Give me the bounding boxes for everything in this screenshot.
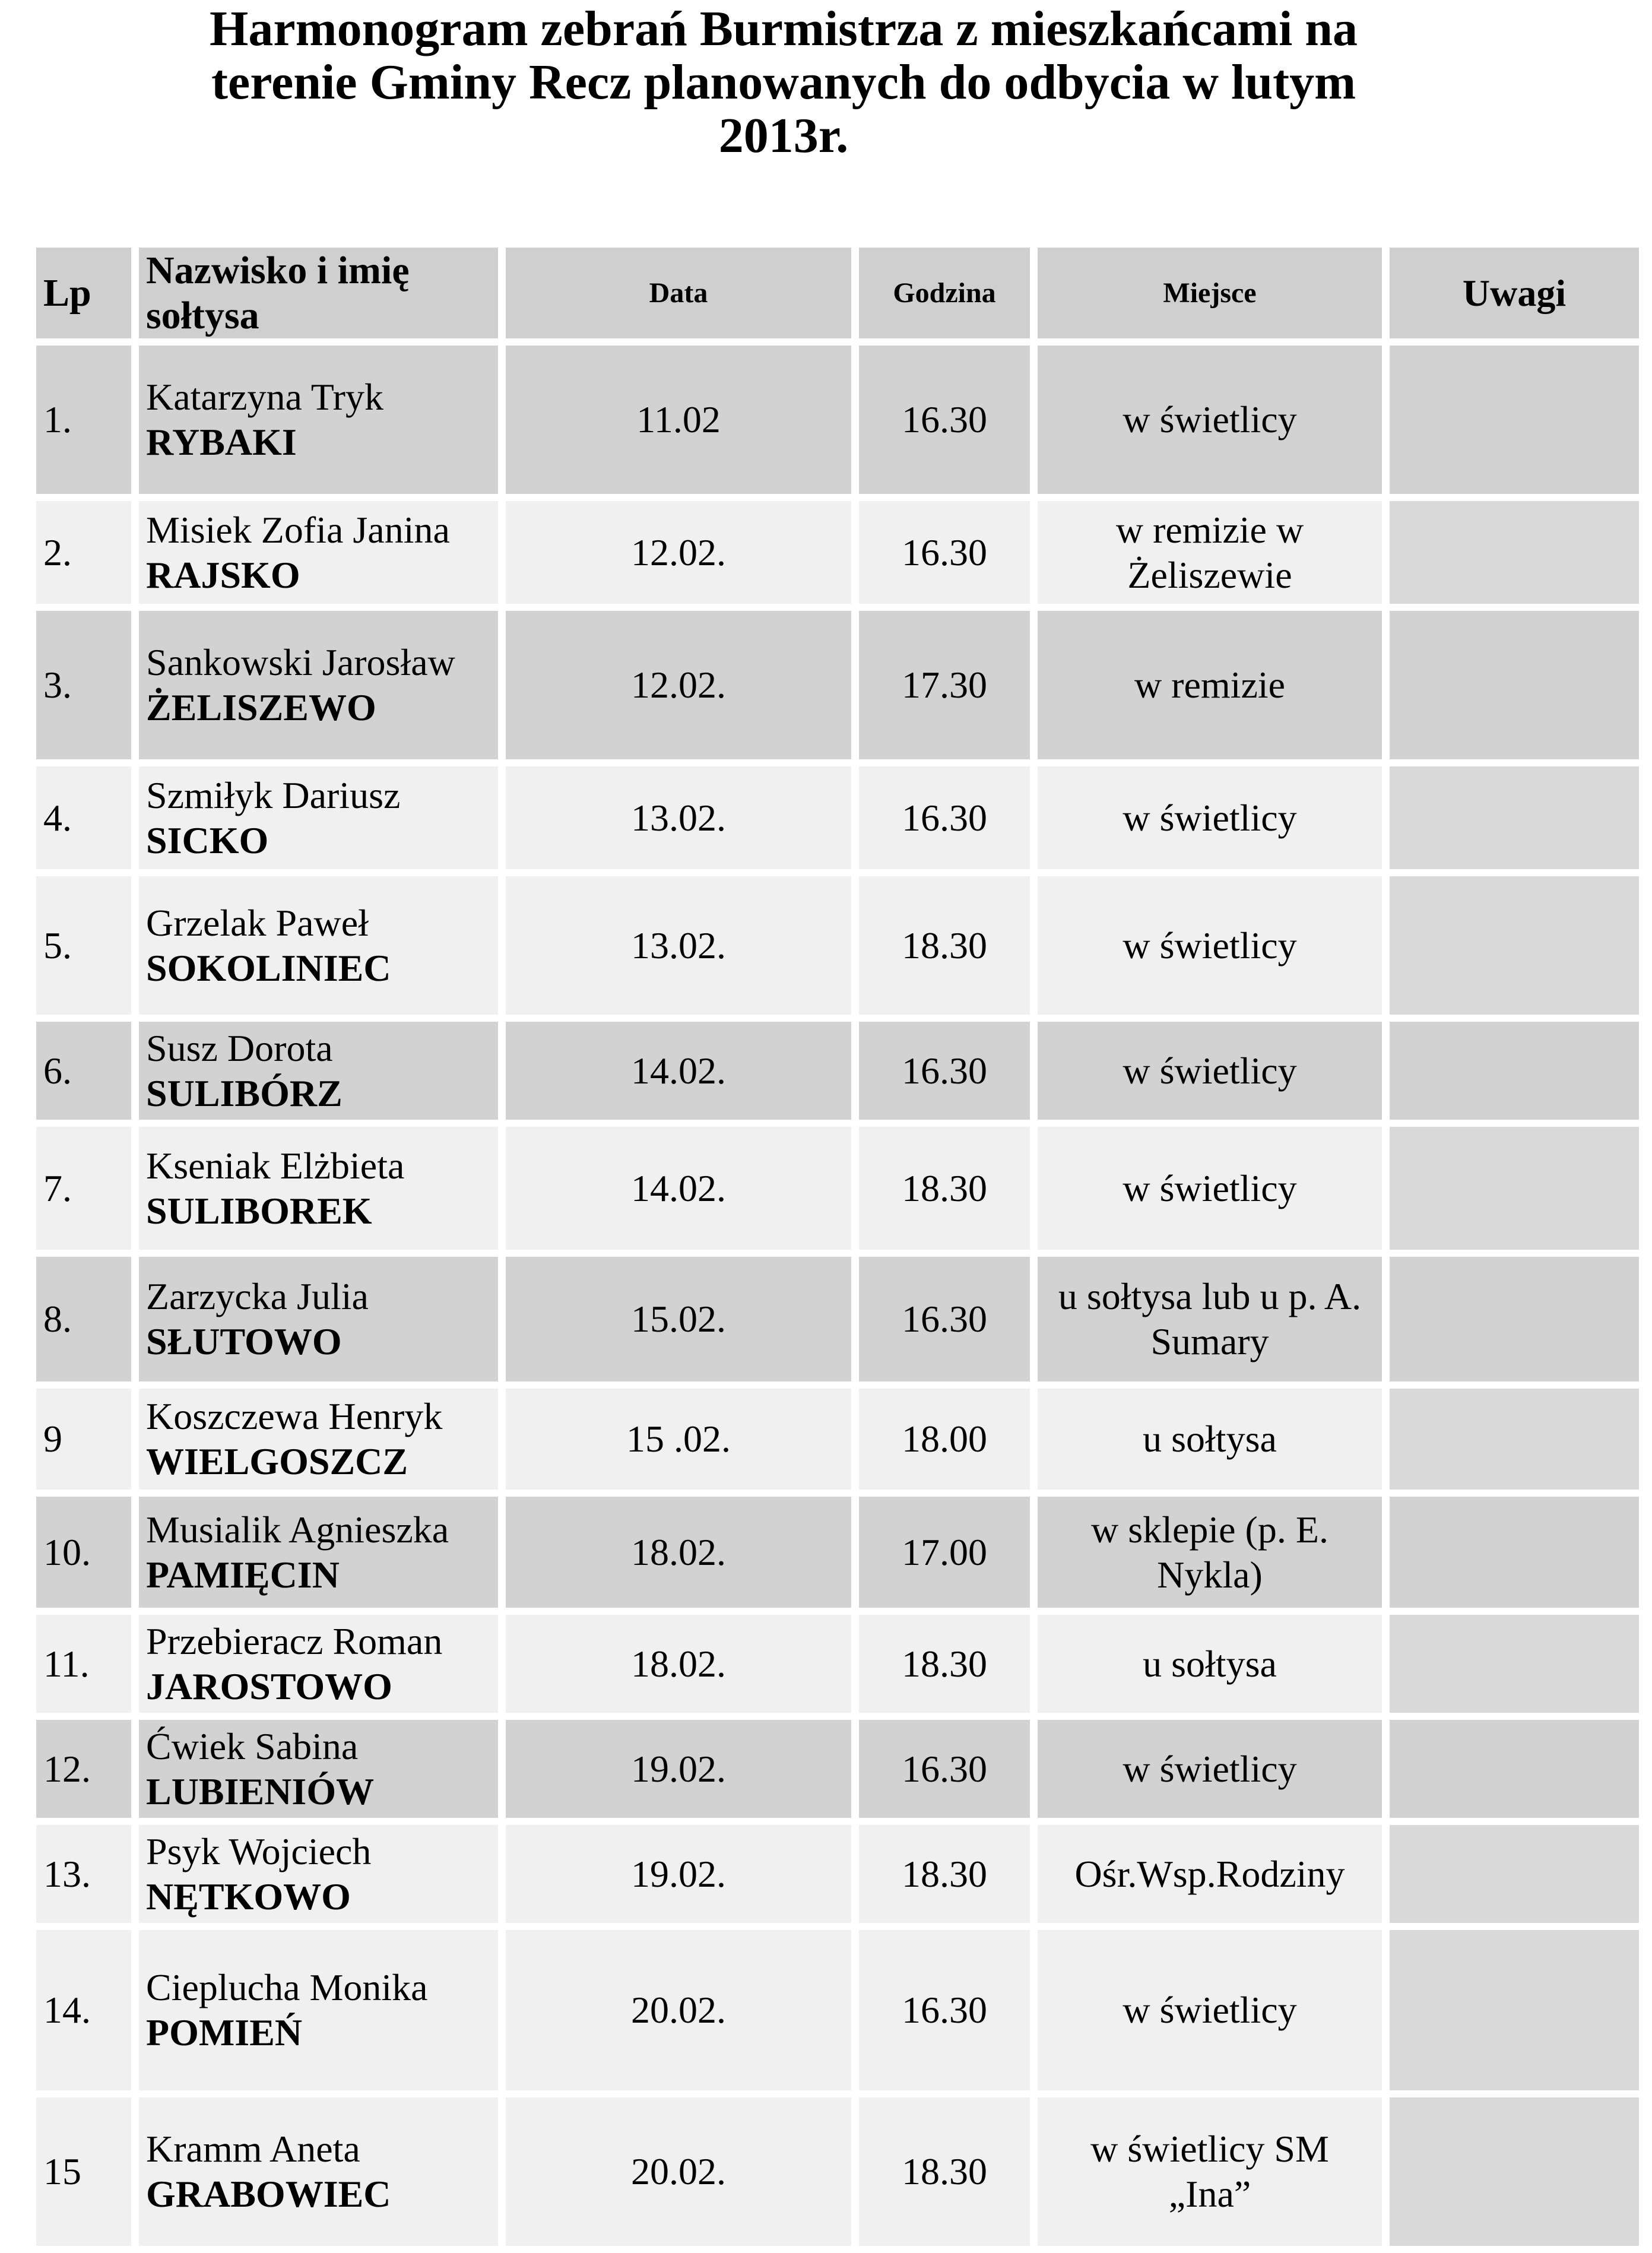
cell-date: 15.02. xyxy=(506,1257,851,1381)
cell-date: 12.02. xyxy=(506,611,851,759)
cell-notes xyxy=(1390,501,1639,604)
village-name: RAJSKO xyxy=(146,553,300,596)
village-name: SOKOLINIEC xyxy=(146,946,391,989)
table-row xyxy=(36,611,1639,759)
cell-soltys xyxy=(139,1720,498,1818)
soltys-name: Katarzyna Tryk xyxy=(146,376,383,418)
cell-place: w świetlicy xyxy=(1038,1022,1382,1120)
cell-soltys xyxy=(139,1022,498,1120)
cell-time: 18.30 xyxy=(859,1825,1030,1923)
header-date: Data xyxy=(506,248,851,338)
cell-notes xyxy=(1390,1930,1639,2090)
cell-place: u sołtysa xyxy=(1038,1615,1382,1713)
cell-place: u sołtysa xyxy=(1038,1389,1382,1490)
table-row xyxy=(36,876,1639,1015)
cell-soltys xyxy=(139,1257,498,1381)
cell-place: w świetlicy xyxy=(1038,1127,1382,1250)
cell-notes xyxy=(1390,876,1639,1015)
table-row xyxy=(36,1389,1639,1490)
village-name: GRABOWIEC xyxy=(146,2173,391,2215)
cell-soltys xyxy=(139,501,498,604)
cell-notes xyxy=(1390,346,1639,494)
header-lp: Lp xyxy=(36,248,131,338)
cell-time: 17.00 xyxy=(859,1497,1030,1608)
cell-date: 12.02. xyxy=(506,501,851,604)
village-name: POMIEŃ xyxy=(146,2011,303,2054)
cell-place: w świetlicy xyxy=(1038,1720,1382,1818)
cell-lp: 13. xyxy=(36,1825,131,1923)
header-name: Nazwisko i imię sołtysa xyxy=(139,248,498,338)
cell-lp: 1. xyxy=(36,346,131,494)
cell-soltys xyxy=(139,876,498,1015)
cell-lp: 10. xyxy=(36,1497,131,1608)
cell-date: 15 .02. xyxy=(506,1389,851,1490)
cell-notes xyxy=(1390,1615,1639,1713)
soltys-name: Koszczewa Henryk xyxy=(146,1395,443,1437)
village-name: SULIBÓRZ xyxy=(146,1072,343,1114)
cell-time: 16.30 xyxy=(859,1720,1030,1818)
cell-lp: 11. xyxy=(36,1615,131,1713)
cell-lp: 3. xyxy=(36,611,131,759)
table-row xyxy=(36,1497,1639,1608)
cell-date: 13.02. xyxy=(506,766,851,869)
village-name: SULIBOREK xyxy=(146,1189,372,1232)
cell-lp: 4. xyxy=(36,766,131,869)
table-row xyxy=(36,1930,1639,2090)
soltys-name: Kramm Aneta xyxy=(146,2128,360,2170)
soltys-name: Susz Dorota xyxy=(146,1026,333,1069)
table-row xyxy=(36,1720,1639,1818)
cell-time: 18.00 xyxy=(859,1389,1030,1490)
title-line-2: terenie Gminy Recz planowanych do odbycia w lutym xyxy=(211,55,1356,110)
table-row xyxy=(36,346,1639,494)
cell-date: 13.02. xyxy=(506,876,851,1015)
village-name: LUBIENIÓW xyxy=(146,1770,375,1812)
cell-soltys xyxy=(139,1825,498,1923)
title-line-1: Harmonogram zebrań Burmistrza z mieszkańcami na xyxy=(209,1,1358,56)
cell-date: 14.02. xyxy=(506,1127,851,1250)
table-row xyxy=(36,1615,1639,1713)
cell-place: w świetlicy xyxy=(1038,766,1382,869)
village-name: PAMIĘCIN xyxy=(146,1553,340,1596)
cell-date: 14.02. xyxy=(506,1022,851,1120)
cell-notes xyxy=(1390,1825,1639,1923)
cell-soltys xyxy=(139,1497,498,1608)
cell-soltys xyxy=(139,611,498,759)
cell-date: 20.02. xyxy=(506,2097,851,2246)
village-name: NĘTKOWO xyxy=(146,1875,351,1918)
cell-soltys xyxy=(139,1127,498,1250)
cell-lp: 14. xyxy=(36,1930,131,2090)
cell-notes xyxy=(1390,1022,1639,1120)
cell-time: 16.30 xyxy=(859,1930,1030,2090)
cell-lp: 2. xyxy=(36,501,131,604)
cell-lp: 12. xyxy=(36,1720,131,1818)
soltys-name: Cieplucha Monika xyxy=(146,1966,428,2008)
cell-notes xyxy=(1390,611,1639,759)
soltys-name: Misiek Zofia Janina xyxy=(146,508,450,551)
cell-notes xyxy=(1390,766,1639,869)
cell-time: 16.30 xyxy=(859,1257,1030,1381)
cell-place: Ośr.Wsp.Rodziny xyxy=(1038,1825,1382,1923)
table-row xyxy=(36,2097,1639,2246)
cell-lp: 5. xyxy=(36,876,131,1015)
cell-time: 16.30 xyxy=(859,346,1030,494)
cell-notes xyxy=(1390,1497,1639,1608)
table-row xyxy=(36,1257,1639,1381)
cell-place: w remizie w Żeliszewie xyxy=(1038,501,1382,604)
soltys-name: Szmiłyk Dariusz xyxy=(146,774,401,816)
cell-notes xyxy=(1390,1257,1639,1381)
cell-time: 18.30 xyxy=(859,1127,1030,1250)
cell-notes xyxy=(1390,1389,1639,1490)
soltys-name: Psyk Wojciech xyxy=(146,1830,372,1872)
cell-time: 16.30 xyxy=(859,501,1030,604)
cell-time: 17.30 xyxy=(859,611,1030,759)
cell-notes xyxy=(1390,2097,1639,2246)
village-name: ŻELISZEWO xyxy=(146,686,376,728)
table-row xyxy=(36,766,1639,869)
soltys-name: Musialik Agnieszka xyxy=(146,1508,449,1551)
cell-place: w świetlicy xyxy=(1038,346,1382,494)
soltys-name: Grzelak Paweł xyxy=(146,901,369,944)
header-place: Miejsce xyxy=(1038,248,1382,338)
soltys-name: Ćwiek Sabina xyxy=(146,1725,359,1767)
header-notes: Uwagi xyxy=(1390,248,1639,338)
cell-lp: 15 xyxy=(36,2097,131,2246)
cell-soltys xyxy=(139,1389,498,1490)
cell-date: 20.02. xyxy=(506,1930,851,2090)
cell-lp: 8. xyxy=(36,1257,131,1381)
cell-date: 19.02. xyxy=(506,1825,851,1923)
cell-soltys xyxy=(139,346,498,494)
cell-time: 18.30 xyxy=(859,1615,1030,1713)
header-time: Godzina xyxy=(859,248,1030,338)
cell-place: w sklepie (p. E. Nykla) xyxy=(1038,1497,1382,1608)
cell-date: 19.02. xyxy=(506,1720,851,1818)
cell-place: w świetlicy xyxy=(1038,876,1382,1015)
cell-soltys xyxy=(139,2097,498,2246)
table-row xyxy=(36,1022,1639,1120)
table-row xyxy=(36,1825,1639,1923)
cell-date: 11.02 xyxy=(506,346,851,494)
cell-time: 16.30 xyxy=(859,1022,1030,1120)
cell-place: w remizie xyxy=(1038,611,1382,759)
table-header-row xyxy=(36,248,1639,338)
village-name: SŁUTOWO xyxy=(146,1320,342,1362)
cell-place: w świetlicy xyxy=(1038,1930,1382,2090)
soltys-name: Sankowski Jarosław xyxy=(146,641,455,683)
cell-time: 16.30 xyxy=(859,766,1030,869)
soltys-name: Kseniak Elżbieta xyxy=(146,1144,405,1187)
village-name: JAROSTOWO xyxy=(146,1665,392,1707)
cell-time: 18.30 xyxy=(859,2097,1030,2246)
meeting-schedule-table xyxy=(28,240,1647,2253)
cell-notes xyxy=(1390,1127,1639,1250)
village-name: RYBAKI xyxy=(146,421,297,463)
cell-date: 18.02. xyxy=(506,1497,851,1608)
cell-soltys xyxy=(139,1930,498,2090)
cell-lp: 6. xyxy=(36,1022,131,1120)
cell-place: u sołtysa lub u p. A. Sumary xyxy=(1038,1257,1382,1381)
soltys-name: Przebieracz Roman xyxy=(146,1620,443,1662)
soltys-name: Zarzycka Julia xyxy=(146,1275,369,1317)
cell-lp: 7. xyxy=(36,1127,131,1250)
table-row xyxy=(36,1127,1639,1250)
village-name: WIELGOSZCZ xyxy=(146,1440,408,1482)
cell-time: 18.30 xyxy=(859,876,1030,1015)
cell-notes xyxy=(1390,1720,1639,1818)
cell-soltys xyxy=(139,1615,498,1713)
document-title xyxy=(0,0,1567,163)
cell-lp: 9 xyxy=(36,1389,131,1490)
village-name: SICKO xyxy=(146,819,269,861)
cell-place: w świetlicy SM „Ina” xyxy=(1038,2097,1382,2246)
cell-date: 18.02. xyxy=(506,1615,851,1713)
title-line-3: 2013r. xyxy=(718,108,849,163)
table-row xyxy=(36,501,1639,604)
cell-soltys xyxy=(139,766,498,869)
